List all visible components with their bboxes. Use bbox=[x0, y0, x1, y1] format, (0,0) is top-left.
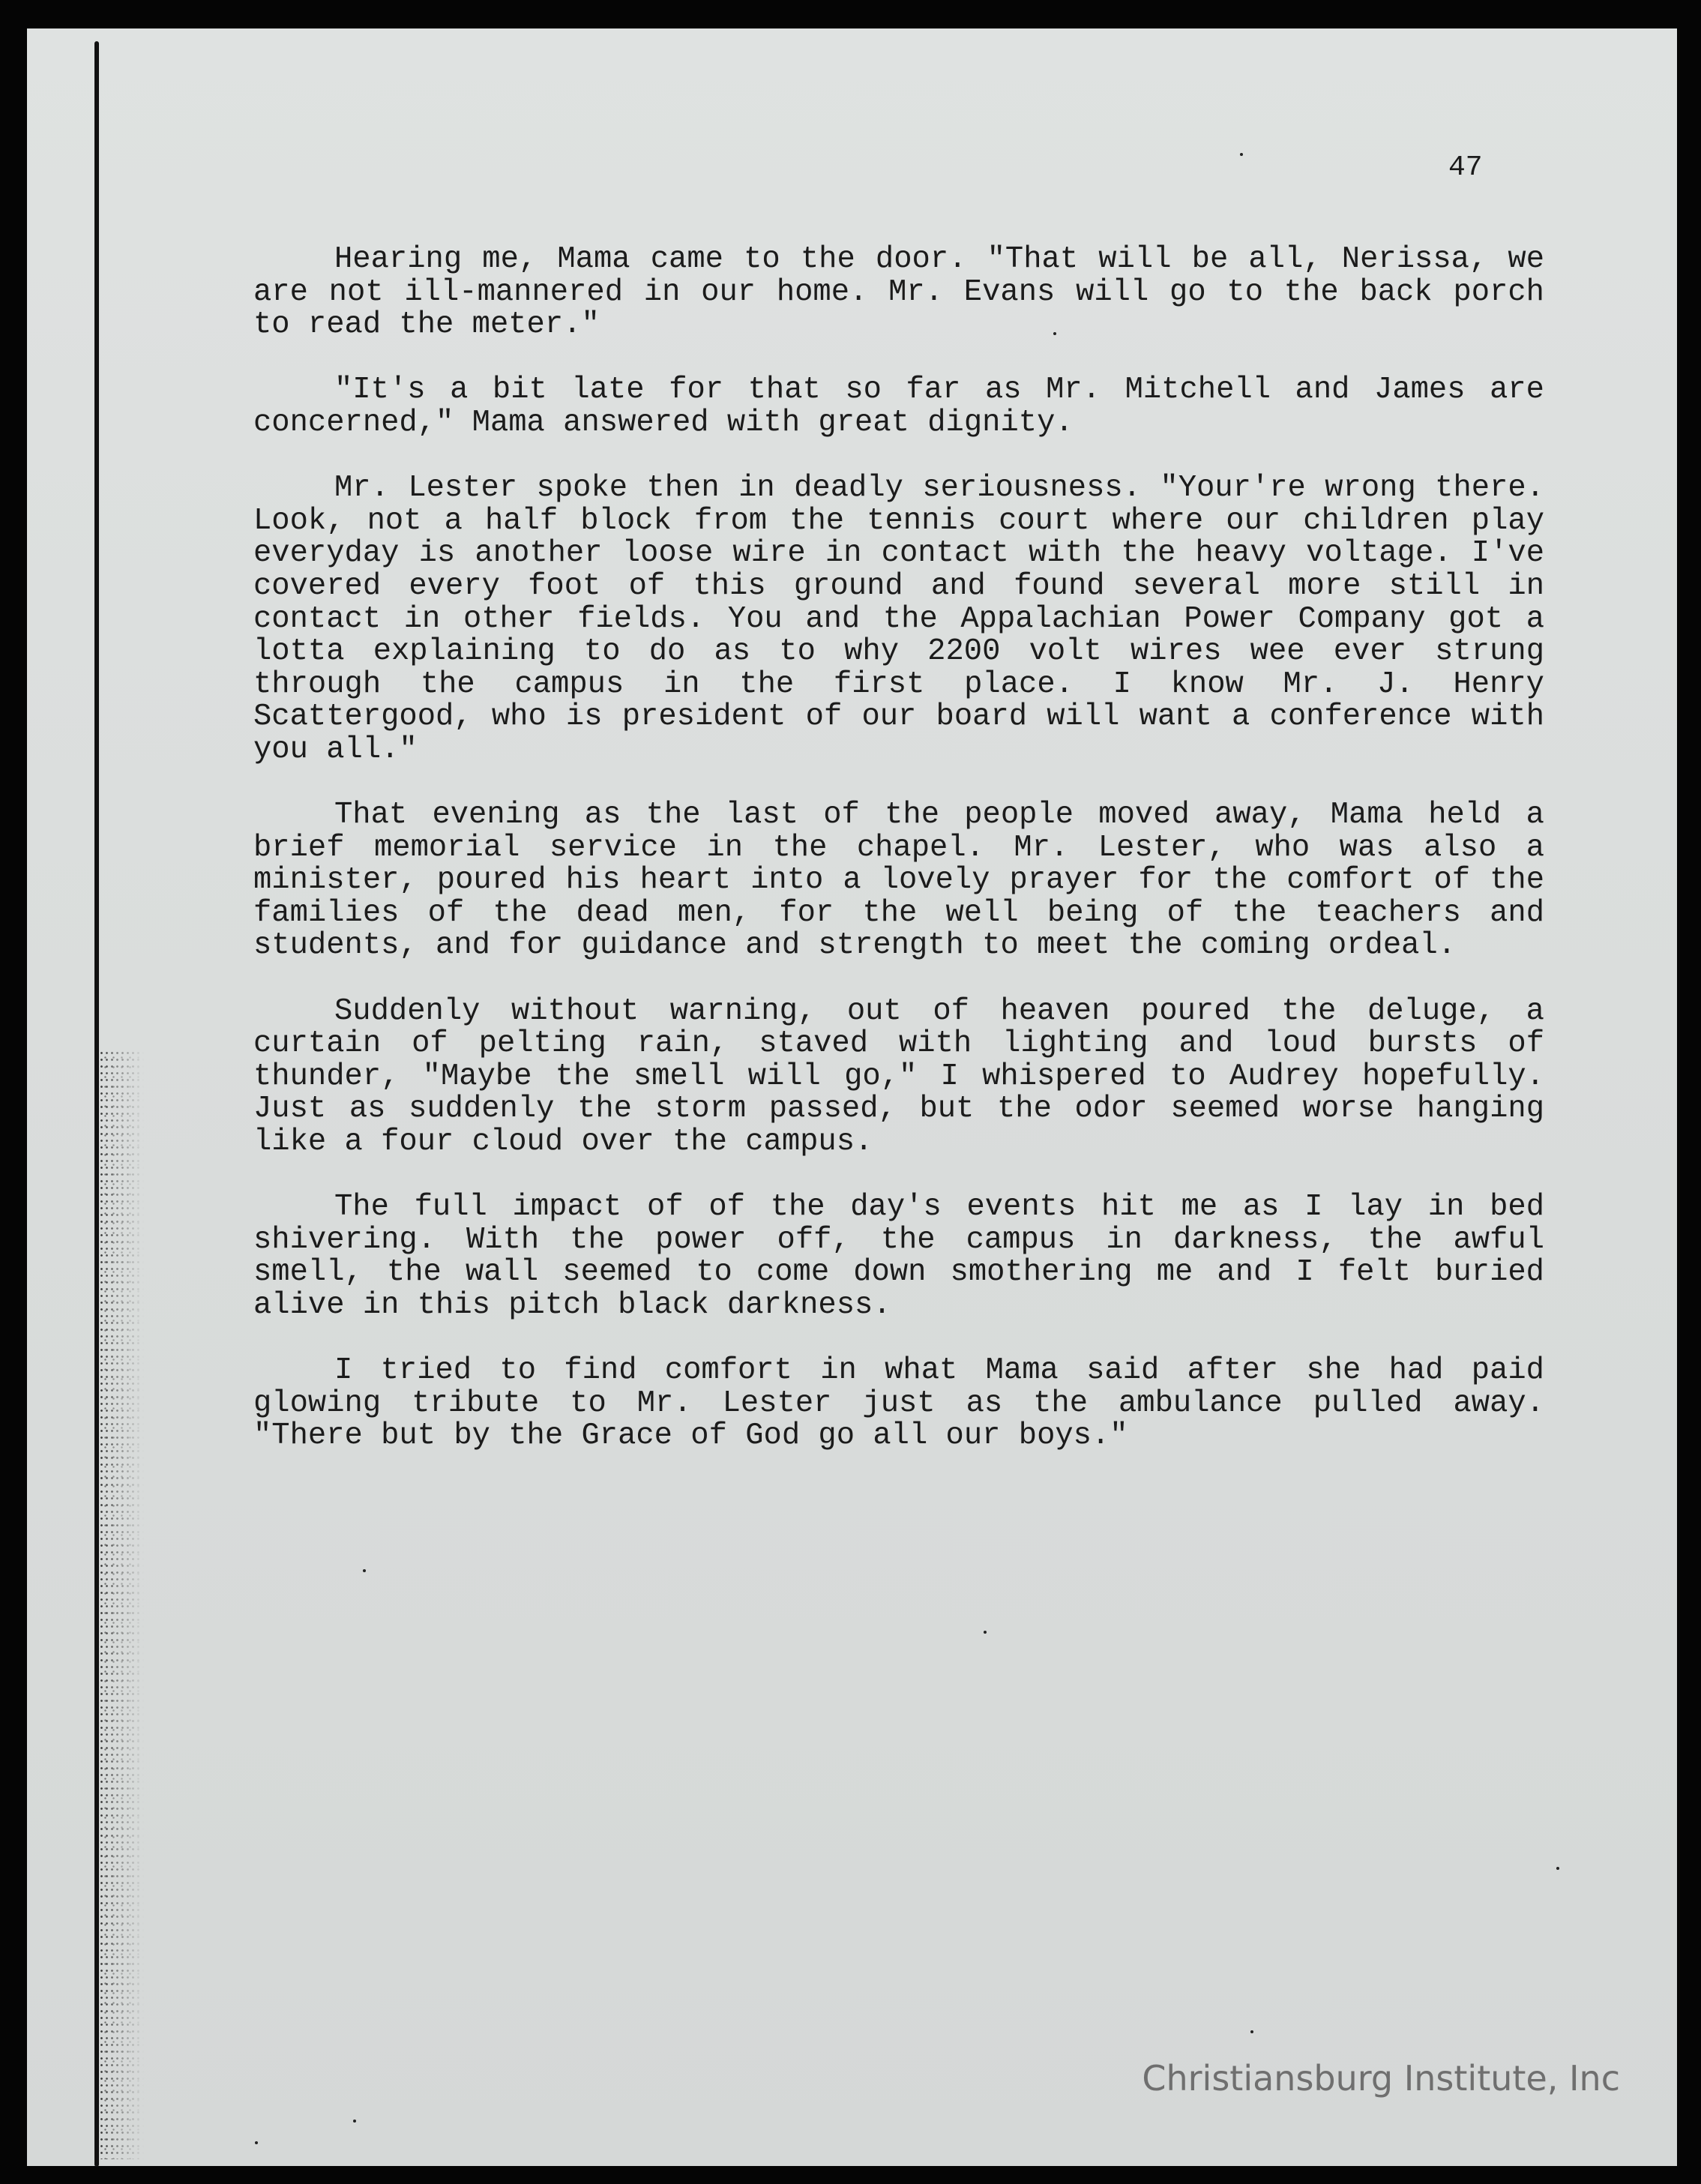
paragraph: I tried to find comfort in what Mama said after she had paid glowing tribute to Mr. Lester just as the ambulance pulled away. "There but by the Grace of God go all our boys." bbox=[253, 1353, 1544, 1454]
dust-speck bbox=[353, 2120, 356, 2123]
paragraph: Hearing me, Mama came to the door. "That will be all, Nerissa, we are not ill-mannered in our home. Mr. Evans will go to the back porch to read the meter." bbox=[253, 242, 1544, 343]
paragraph: That evening as the last of the people moved away, Mama held a brief memorial service in the chapel. Mr. Lester, who was also a minister, poured his heart into a lovely prayer for the comfort of the families of the dead men, for the well being of the teachers and students, and for guidance and strength to meet the coming ordeal. bbox=[253, 798, 1544, 963]
dust-speck bbox=[1240, 153, 1243, 156]
binding-edge-speckle bbox=[99, 1050, 144, 2159]
page-number: 47 bbox=[1448, 151, 1483, 184]
document-body bbox=[253, 244, 1544, 1486]
paragraph: The full impact of of the day's events hit me as I lay in bed shivering. With the power off, the campus in darkness, the awful smell, the wall seemed to come down smothering me and I felt buried alive in this pitch black darkness. bbox=[253, 1190, 1544, 1323]
dust-speck bbox=[255, 2141, 258, 2144]
dust-speck bbox=[1556, 1867, 1559, 1870]
dust-speck bbox=[1250, 2030, 1253, 2033]
dust-speck bbox=[363, 1569, 366, 1572]
dust-speck bbox=[984, 1631, 987, 1634]
paragraph: "It's a bit late for that so far as Mr. Mitchell and James are concerned," Mama answered with great dignity. bbox=[253, 373, 1544, 440]
watermark-text: Christiansburg Institute, Inc bbox=[1142, 2058, 1620, 2099]
paragraph: Mr. Lester spoke then in deadly seriousness. "Your're wrong there. Look, not a half block from the tennis court where our children play everyday is another loose wire in contact with the heavy voltage. I've covered every foot of this ground and found several more still in contact in other fields. You and the Appalachian Power Company got a lotta explaining to do as to why 2200 volt wires wee ever strung through the campus in the first place. I know Mr. J. Henry Scattergood, who is president of our board will want a conference with you all." bbox=[253, 471, 1544, 767]
paragraph: Suddenly without warning, out of heaven poured the deluge, a curtain of pelting rain, staved with lighting and loud bursts of thunder, "Maybe the smell will go," I whispered to Audrey hopefully. Just as suddenly the storm passed, but the odor seemed worse hanging like a four cloud over the campus. bbox=[253, 993, 1544, 1160]
